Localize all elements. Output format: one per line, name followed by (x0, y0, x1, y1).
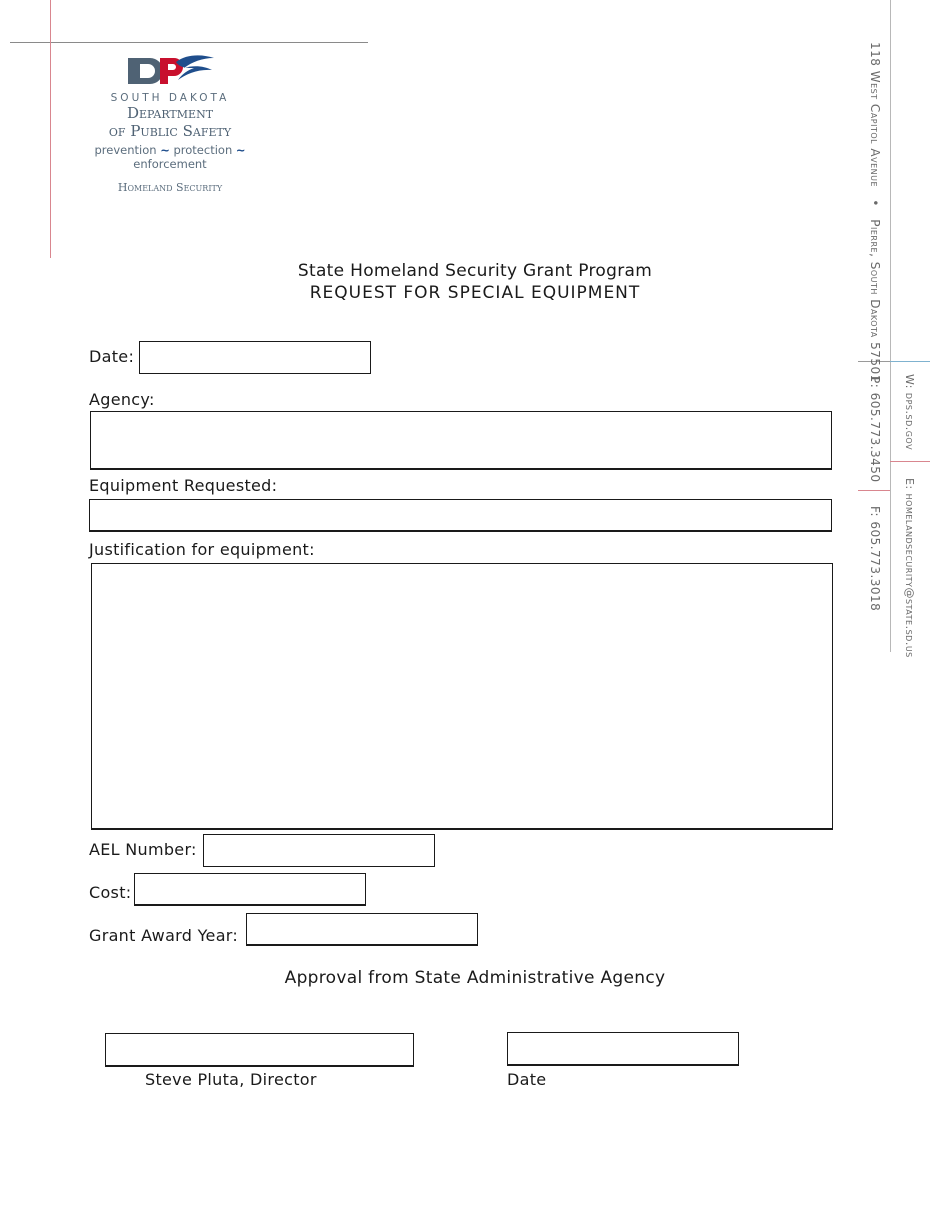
logo-department-line1: Department (126, 104, 214, 122)
sidebar-fax: F: 605.773.3018 (868, 506, 882, 612)
dps-logo (60, 52, 280, 194)
grant-year-field[interactable] (246, 913, 478, 946)
approval-heading: Approval from State Administrative Agency (284, 968, 666, 988)
swoosh-icon: ~ (235, 143, 246, 157)
agency-field[interactable] (90, 411, 832, 470)
signature-date-label: Date (507, 1070, 547, 1089)
sidebar-vertical-rule (890, 0, 891, 652)
ael-label: AEL Number: (89, 840, 197, 859)
sidebar-web: W: dps.sd.gov (903, 374, 916, 451)
grant-year-label: Grant Award Year: (89, 926, 239, 945)
form-title-line2: REQUEST FOR SPECIAL EQUIPMENT (309, 283, 641, 303)
header-vertical-rule (50, 0, 51, 258)
justification-label: Justification for equipment: (89, 540, 315, 559)
tag-protection: protection (173, 143, 233, 157)
agency-label: Agency: (89, 390, 155, 409)
bullet-icon: • (868, 199, 882, 207)
sidebar-address-line (868, 42, 882, 383)
justification-field[interactable] (91, 563, 833, 830)
sidebar-divider-gray2 (890, 461, 930, 462)
cost-field[interactable] (134, 873, 366, 906)
swoosh-icon: ~ (160, 143, 170, 157)
cost-label: Cost: (89, 883, 132, 902)
logo-state: SOUTH DAKOTA (110, 92, 230, 104)
form-title-line1: State Homeland Security Grant Program (297, 261, 653, 281)
sidebar-divider-blue (890, 361, 930, 362)
sidebar-phone: P: 605.773.3450 (868, 376, 882, 483)
signature-date-field[interactable] (507, 1032, 739, 1066)
dps-logo-mark-icon (120, 52, 220, 86)
director-signature-field[interactable] (105, 1033, 414, 1067)
header-rule (10, 42, 368, 43)
logo-division: Homeland Security (117, 181, 223, 194)
sidebar-divider-red (858, 490, 890, 491)
date-label: Date: (89, 347, 135, 366)
sidebar-address: 118 West Capitol Avenue (868, 42, 882, 188)
sidebar-city: Pierre, South Dakota 57501 (868, 219, 882, 383)
sidebar-email: E: homelandsecurity@state.sd.us (903, 478, 916, 658)
equipment-label: Equipment Requested: (89, 476, 278, 495)
date-field[interactable] (139, 341, 371, 374)
tag-prevention: prevention (94, 143, 157, 157)
ael-field[interactable] (203, 834, 435, 867)
equipment-field[interactable] (89, 499, 832, 532)
director-label: Steve Pluta, Director (145, 1070, 317, 1089)
logo-department-line2: of Public Safety (108, 122, 232, 140)
logo-tagline (60, 143, 280, 171)
tag-enforcement: enforcement (133, 157, 207, 171)
